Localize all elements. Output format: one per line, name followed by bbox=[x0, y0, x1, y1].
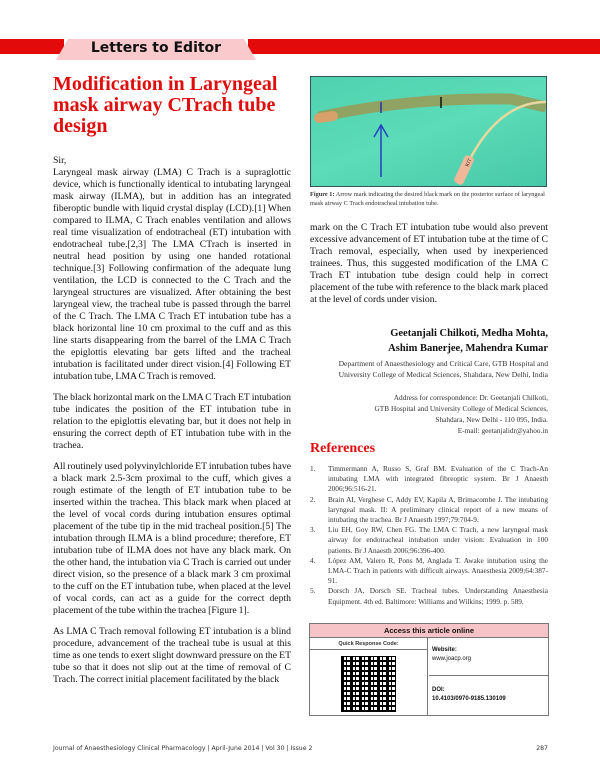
reference-item bbox=[310, 464, 548, 495]
banner-bar-right bbox=[248, 39, 600, 54]
author-line: Ashim Banerjee, Mahendra Kumar bbox=[388, 343, 548, 354]
ref-number: 5. bbox=[310, 586, 316, 596]
paragraph: Laryngeal mask airway (LMA) C Trach is a supraglottic device, which is functionally identical to intubating laryngeal mask airway (ILMA), but in addition has an integrated fiberoptic bundle with liquid crystal display (LCD).[1] When compared to ILMA, C Trach enables ventilation and allows real time visualization of endotracheal (ET) intubation with endotracheal tube.[2,3] The LMA CTrach is inserted in neutral head position by using one handed rotational technique.[3] Following confirmation of the adequate lung ventilation, the LCD is connected to the C Trach and the laryngeal structures are visualized. After obtaining the best laryngeal view, the tracheal tube is passed through the barrel of the C Trach. The LMA C Trach ET intubation tube has a black horizontal line 10 cm proximal to the cuff and as this line starts disappearing from the barrel of the LMA C Trach the epiglottis elevating bar gets lifted and the tracheal intubation is facilitated under direct vision.[4] Following ET intubation tube, LMA C Trach is removed. bbox=[53, 167, 291, 382]
doi-section bbox=[429, 676, 549, 714]
website-label: Website: bbox=[432, 647, 457, 653]
references-list bbox=[310, 464, 548, 607]
email: E-mail: geetanjalidr@yahoo.in bbox=[457, 426, 548, 435]
address-line: Shahdara, New Delhi - 110 095, India. bbox=[435, 415, 548, 424]
article-title: Modification in Laryngeal mask airway CTrach tube design bbox=[53, 73, 278, 137]
page-number: 287 bbox=[536, 745, 548, 752]
salutation: Sir, bbox=[53, 155, 67, 166]
references-heading: References bbox=[310, 441, 376, 456]
doi-value[interactable]: 10.4103/0970-9185.130109 bbox=[432, 696, 506, 702]
qr-section bbox=[310, 638, 428, 716]
section-banner bbox=[0, 39, 600, 59]
correspondence-address bbox=[310, 392, 548, 436]
access-heading: Access this article online bbox=[310, 624, 548, 638]
page-footer bbox=[53, 745, 548, 752]
tube-illustration bbox=[311, 77, 546, 186]
banner-bar-left bbox=[0, 39, 64, 54]
website-section bbox=[429, 638, 549, 676]
qr-code-icon[interactable] bbox=[341, 656, 396, 712]
address-line: Address for correspondence: Dr. Geetanjali Chilkoti, bbox=[393, 393, 548, 402]
arrow-icon bbox=[374, 125, 388, 177]
reference-item bbox=[310, 525, 548, 556]
doi-label: DOI: bbox=[432, 687, 445, 693]
caption-text: Arrow mark indicating the desired black mark on the posterior surface of laryngeal mask airway C Trach endotracheal intubation tube. bbox=[310, 191, 545, 207]
figure-caption bbox=[310, 190, 548, 208]
address-line: GTB Hospital and University College of Medical Sciences, bbox=[374, 404, 548, 413]
affiliation-line: Department of Anaesthesiology and Critical Care, GTB Hospital and bbox=[338, 359, 548, 368]
author-line: Geetanjali Chilkoti, Medha Mohta, bbox=[390, 328, 548, 339]
section-label: Letters to Editor bbox=[90, 40, 222, 56]
paragraph: As LMA C Trach removal following ET intubation is a blind procedure, advancement of the tracheal tube is usual at this time as one tends to exert slight downward pressure on the ET tube so that it does not slip out at the time of removal of C Trach. The correct initial placement facilitated by the black bbox=[53, 626, 291, 685]
figure-label: Figure 1: bbox=[310, 191, 335, 198]
ref-text: López AM, Valero R, Pons M, Anglada T. Awake intubation using the LMA-C Trach in patients with difficult airways. Anaesthesia 2009;64:387-91. bbox=[328, 555, 548, 586]
reference-item bbox=[310, 495, 548, 526]
access-article-box bbox=[309, 623, 549, 716]
affiliation-line: University College of Medical Sciences, Shahdara, New Delhi, India bbox=[338, 370, 548, 379]
ref-number: 1. bbox=[310, 464, 316, 473]
reference-item bbox=[310, 556, 548, 587]
tube-label: KIT bbox=[465, 158, 474, 168]
right-column-text: mark on the C Trach ET intubation tube would also prevent excessive advancement of ET intubation tube at the time of C Trach removal, especially, when used by inexperienced trainees. Thus, this suggested modification of the LMA C Trach ET intubation tube design could help in correct placement of the tube with reference to the black mark placed at the level of cords under vision. bbox=[310, 222, 548, 305]
paragraph: All routinely used polyvinylchloride ET intubation tubes have a black mark 2.5-3cm proximal to the cuff, which gives a rough estimate of the length of ET intubation tube to be inserted within the trachea. This black mark when placed at the level of vocal cords during intubation ensures optimal placement of the tube tip in the mid tracheal position.[5] The intubation through ILMA is a blind procedure; therefore, ET intubation tube of ILMA does not have any black mark. On the other hand, the intubation via C Trach is carried out under direct vision, so the presence of a black mark 3 cm proximal to the cuff on the ET intubation tube, when placed at the level of vocal cords, can act as a guide for the correct depth placement of the tube within the trachea [Figure 1]. bbox=[53, 461, 291, 616]
affiliation bbox=[310, 358, 548, 380]
ref-text: Timmermann A, Russo S, Graf BM. Evaluation of the C Trach-An intubating LMA with integrated fibreoptic system. Br J Anaesth 2006;96:516-21. bbox=[328, 464, 548, 494]
ref-text: Dorsch JA, Dorsch SE. Tracheal tubes. Understanding Anaesthesia Equipment. 4th ed. Baltimore: Williams and Wilkins; 1999. p. 589. bbox=[328, 586, 548, 606]
authors bbox=[310, 326, 548, 356]
qr-label: Quick Response Code: bbox=[310, 638, 427, 650]
ref-text: Brain AI, Verghese C, Addy EV, Kapila A, Brimacombe J. The intubating laryngeal mask. II: A preliminary clinical report of a new means of intubating the trachea. Br J Anaesth 1997;79:704-9. bbox=[328, 494, 548, 525]
figure-image bbox=[310, 76, 547, 187]
reference-item bbox=[310, 586, 548, 606]
website-link[interactable]: www.joacp.org bbox=[432, 656, 472, 662]
paragraph: The black horizontal mark on the LMA C Trach ET intubation tube indicates the position of the ET intubation tube in relation to the epiglottis elevating bar, but it does not help in ensuring the correct depth of ET intubation tube with in the trachea. bbox=[53, 392, 291, 451]
journal-info: Journal of Anaesthesiology Clinical Pharmacology | April-June 2014 | Vol 30 | Issue 2 bbox=[53, 745, 313, 752]
ref-number: 4. bbox=[310, 555, 316, 565]
ref-text: Liu EH, Goy RW, Chen FG. The LMA C Trach, a new laryngeal mask airway for endotracheal intubation under vision: Evaluation in 100 patients. Br J Anaesth 2006;96:396-400. bbox=[328, 525, 548, 555]
ref-number: 2. bbox=[310, 494, 316, 504]
ref-number: 3. bbox=[310, 525, 316, 535]
left-column bbox=[53, 155, 291, 695]
